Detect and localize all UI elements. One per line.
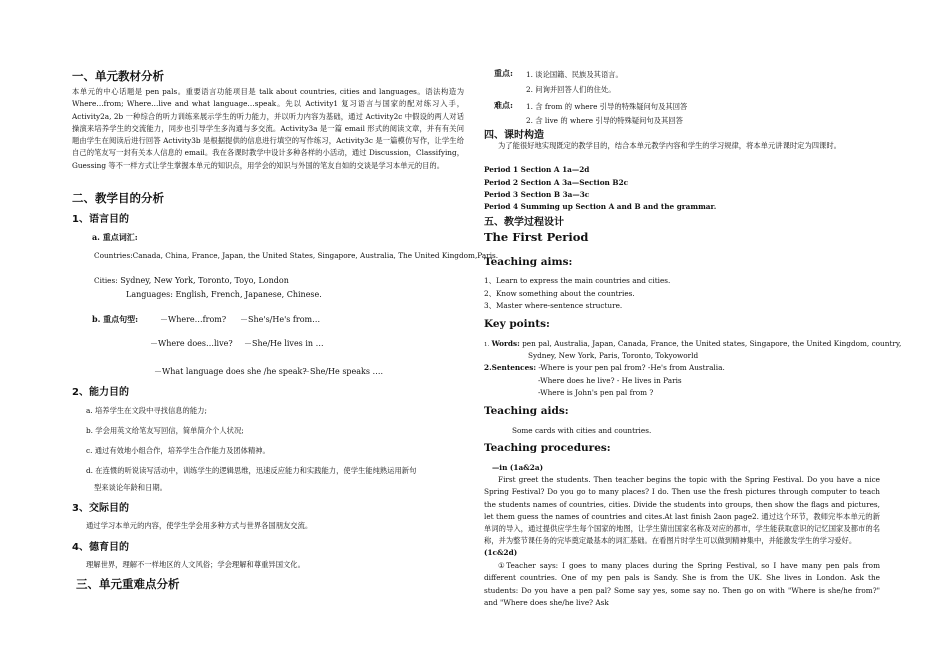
aim-1: 1、Learn to express the main countries and cities. [484,276,671,285]
section-1-paragraph: 本单元的中心话题是 pen pals。重要语言功能项目是 talk about countries, cities and languages。语法构造为 Where…from; Where…live and what language…speak。先以 Activity1 复习语言与国家的配对练习入手，Activity2a, 2b 一种综合的听力训练来展示学生的听力能力，并以听力内容为基础，通过 Activity2c 中假设的两人对话操演来培养学生的交流能力，同步也引导学生多沟通与多交流。Activity3a 是一篇 email 形式的阅读文章，并有有关问题由学生在阅读后进行回答 Activity3b 是根据提供的信息进行填空的写作练习，Activity3c 是一篇模仿写作，让学生给自己的笔友写一封有关本人信息的 email。我在各课时教学中设计多种各样的小活动，通过 Discussion，Classifying，Guessing 等不一样方式让学生掌握本单元的知识点，用学会的知识与外国的笔友自如的交谈是学习本单元的目的。 [72,87,464,170]
period-1: Period 1 Section A 1a—2d [484,165,590,174]
ability-b: b. 学会用英文给笔友写回信，简单简介个人状况; [86,426,244,435]
words-list-1: pen pal, Australia, Japan, Canada, France, the United states, Singapore, the United Kingdom, country, [519,339,902,348]
languages-line: Languages: English, French, Japanese, Chinese. [126,290,322,299]
cities-line [94,268,289,287]
procedure-step-1-label: —in (1a&2a) [492,463,544,472]
difficulty-1: 1. 含 from 的 where 引导的特殊疑问句及其回答 [526,102,688,111]
key-vocab-label: a. 重点词汇: [92,232,138,242]
period-2: Period 2 Section A 3a—Section B2c [484,178,629,187]
sentence-1: -Where is your pen pal from? -He's from Australia. [536,363,725,372]
difficulty-2: 2. 含 live 的 where 引导的特殊疑问句及其回答 [526,116,683,125]
aim-3: 3、Master where-sentence structure. [484,301,623,310]
sentence-2: -Where does he live? - He lives in Paris [538,376,682,385]
communication-goal-text: 通过学习本单元的内容，使学生学会用多种方式与世界各国朋友交流。 [86,521,313,530]
procedure-step-2-label: (1c&2d) [484,548,518,557]
ability-a: a. 培养学生在文段中寻找信息的能力; [86,406,207,415]
first-period-heading: The First Period [484,230,589,244]
procedure-step-2-paragraph: ①Teacher says: I goes to many places during the Spring Festival, so I have many pen pals from different countries. One of my pen pals is Sandy. She is from the UK. She lives in London. Ask the students: Do you have a pen pal? Some say yes, some say no. Then go on with "Where is she/he from?" and "Where does she/he live? Ask [484,561,880,607]
language-goal-heading: 1、语言目的 [72,214,129,225]
section-1-title: 一、单元教材分析 [72,69,164,83]
section-4-paragraph: 为了能很好地实现既定的教学目的，结合本单元教学内容和学生的学习规律，将本单元讲课时定为四课时。 [498,141,841,150]
sentences-label: 2.Sentences: [484,363,537,372]
period-4: Period 4 Summing up Section A and B and the grammar. [484,202,717,211]
pattern-2a: －Where does…live? [150,339,233,348]
section-5-title: 五、教学过程设计 [484,217,564,228]
teaching-aids-heading: Teaching aids: [484,405,569,417]
key-points-label-cn: 重点: [494,68,513,78]
key-points-heading: Key points: [484,318,550,330]
ability-d-line-2: 型来谈论年龄和日期。 [94,483,167,492]
period-3: Period 3 Section B 3a—3c [484,190,590,199]
key-point-1: 1. 谈论国籍、民族及其语言。 [526,70,623,79]
procedure-step-1-paragraph: First greet the students. Then teacher begins the topic with the Spring Festival. Do you have a nice Spring Festival? Do you go to many places? I do. Then use the fresh pictures through computer to teach the students names of countries, cities. Divide the students into groups, then show the flags and pictures, let them guess the names of countries and cites.At last finish 2aon page2. 通过这个环节，教师完毕本单元的新单词的导入，通过提供应学生每个国家的地图，让学生猜出国家名称及对应的都市，学生能获取意识的记忆国家及都市的名称，并为整节课任务的完毕奠定最基本的词汇基础。在看图片时学生可以做到精神集中，并能激发学生的学习爱好。 [484,475,880,546]
cities-list: Sydney, New York, Toronto, Toyo, London [117,276,289,285]
cities-label: Cities: [94,276,118,285]
pattern-3a: －What language does she /he speak? [154,367,307,376]
moral-goal-text: 理解世界，理解不一样地区的人文风俗；学会理解和尊重异国文化。 [86,560,305,569]
section-3-title: 三、单元重难点分析 [76,577,180,591]
key-patterns-label: b. 重点句型: [92,314,139,324]
sentence-3: -Where is John's pen pal from ? [538,388,654,397]
words-list-2: Sydney, New York, Paris, Toronto, Tokyoworld [528,351,699,360]
pattern-3b: －She/He speaks …. [302,367,384,376]
ability-d-line-1: d. 在连惯的听说读写活动中，训练学生的逻辑思维，迅速反应能力和实践能力，使学生能纯熟运用新句 [86,466,417,475]
teaching-aims-heading: Teaching aims: [484,256,573,268]
moral-goal-heading: 4、德育目的 [72,542,129,553]
key-point-2: 2. 问询并回答人们的住处。 [526,85,616,94]
teaching-procedures-heading: Teaching procedures: [484,442,611,454]
section-4-title: 四、课时构造 [484,130,544,141]
sentences-line-1 [484,362,725,374]
aim-2: 2、Know something about the countries. [484,289,635,298]
communication-goal-heading: 3、交际目的 [72,503,129,514]
words-number: 1. [484,342,490,348]
pattern-2b: －She/He lives in … [244,339,324,348]
section-2-title: 二、教学目的分析 [72,191,164,205]
ability-c: c. 通过有效地小组合作，培养学生合作能力及团体精神。 [86,446,270,455]
words-label: Words: [491,339,520,348]
difficulty-label: 难点: [494,100,513,110]
ability-goal-heading: 2、能力目的 [72,387,129,398]
pattern-1b: －She's/He's from… [240,315,321,324]
countries-line: Countries:Canada, China, France, Japan, the United States, Singapore, Australia, The United Kingdom,Paris. [94,251,499,260]
teaching-aids-text: Some cards with cities and countries. [512,426,652,435]
pattern-1a: －Where…from? [160,315,227,324]
